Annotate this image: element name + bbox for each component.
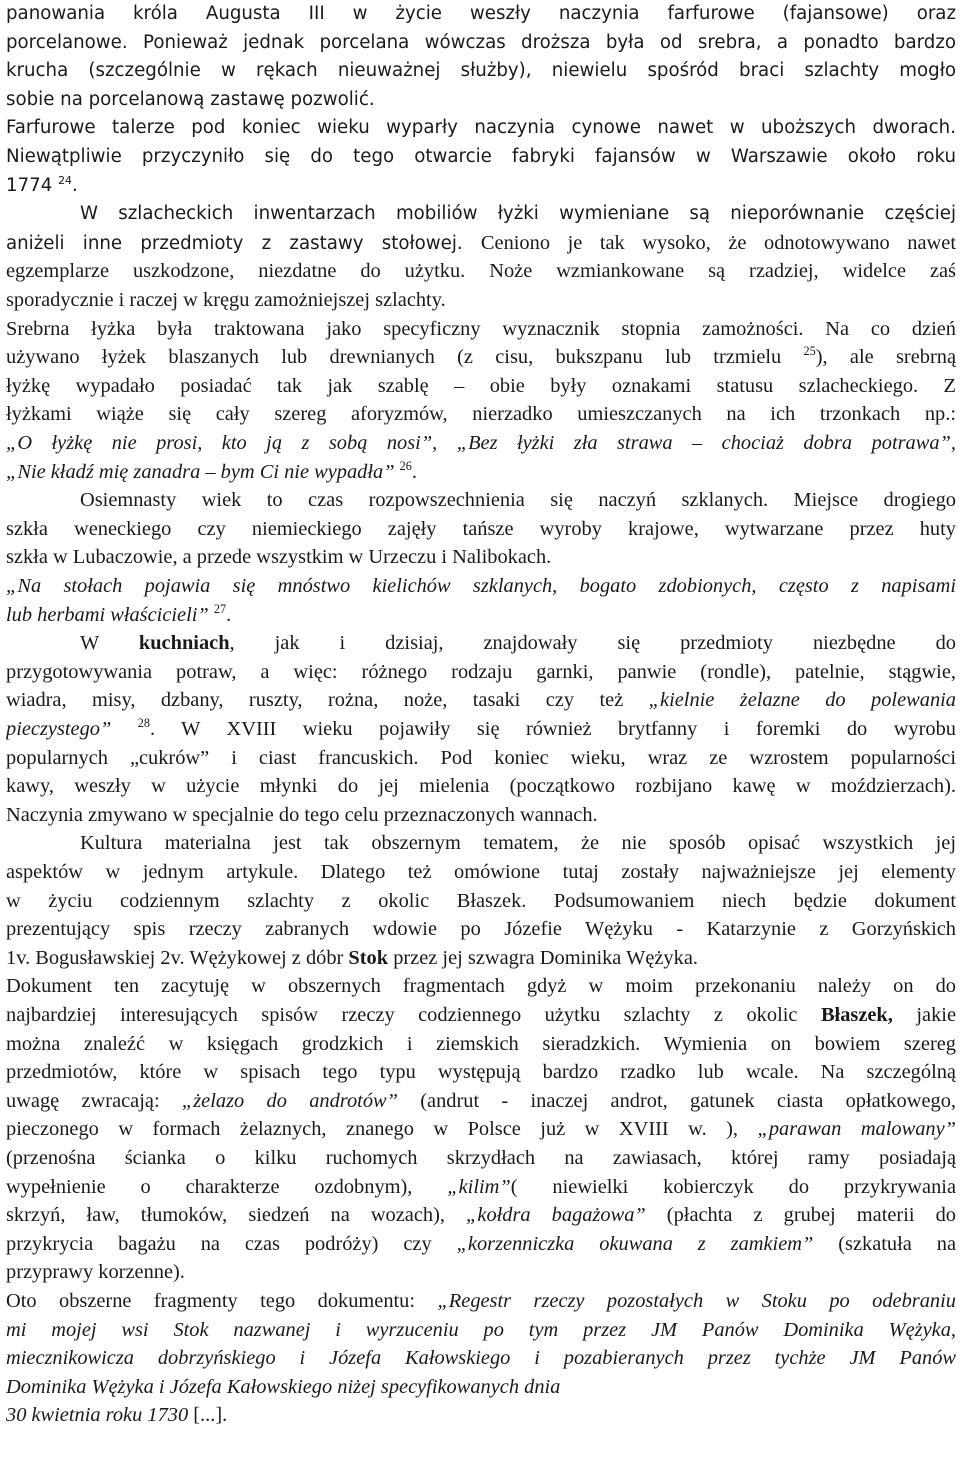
- text-run: sobie na porcelanową zastawę pozwolić.: [6, 88, 375, 110]
- text-run: egzemplarze uszkodzone, niezdatne do użytku. Noże wzmiankowane są rzadziej, widelce zaś: [6, 260, 956, 283]
- text-run: [...].: [188, 1404, 228, 1427]
- text-line: [6, 515, 956, 543]
- text-run: (płachta z grubej materii do: [645, 1204, 956, 1227]
- text-run: wiadra, misy, dzbany, ruszty, rożna, noże, tasaki czy też: [6, 689, 649, 712]
- text-line: [6, 229, 956, 258]
- text-line: [6, 658, 956, 686]
- text-line: [6, 86, 956, 114]
- text-run: Osiemnasty wiek to czas rozpowszechnienia się naczyń szklanych. Miejsce drogiego: [80, 489, 956, 512]
- text-run: „korzenniczka okuwana z zamkiem”: [456, 1232, 814, 1255]
- text-run: 30 kwietnia roku 1730: [6, 1404, 189, 1427]
- text-run: Stok: [348, 946, 389, 969]
- text-line: [6, 944, 956, 972]
- text-run: (przenośna ścianka o kilku ruchomych skrzydłach na zawiasach, której ramy posiadają: [6, 1147, 956, 1169]
- text-run: kuchniach: [138, 632, 230, 655]
- text-run: łyżkami wiąże się cały szereg aforyzmów, nierzadko umieszczanych na ich trzonkach np.:: [6, 403, 956, 426]
- text-line: [6, 972, 956, 1000]
- text-run: Oto obszerne fragmenty tego dokumentu:: [6, 1290, 438, 1312]
- text-line: [6, 686, 956, 714]
- text-run: .: [411, 460, 417, 483]
- text-line: [6, 29, 956, 57]
- text-line: [6, 286, 956, 314]
- text-run: miecznikowicza dobrzyńskiego i Józefa Kałowskiego i pozabieranych przez tychże JM Panów: [6, 1347, 956, 1370]
- text-run: Kultura materialna jest tak obszernym tematem, że nie sposób opisać wszystkich jej: [80, 832, 956, 855]
- text-line: [6, 1258, 956, 1286]
- text-line: [6, 1087, 956, 1115]
- text-run: lub herbami właścicieli”: [6, 603, 214, 626]
- text-line: [6, 400, 956, 428]
- text-run: panowania króla Augusta III w życie weszły naczynia farfurowe (fajansowe) oraz: [6, 3, 956, 24]
- text-run: skrzyń, ław, tłumoków, siedzeń na wozach),: [6, 1204, 467, 1227]
- text-line: [6, 257, 956, 285]
- text-line: [6, 1344, 956, 1372]
- text-run: najbardziej interesujących spisów rzeczy codziennego użytku szlachty z okolic: [6, 1004, 821, 1026]
- text-run: uwagę zwracają:: [6, 1089, 182, 1112]
- text-line: [6, 1316, 956, 1344]
- text-run: Farfurowe talerze pod koniec wieku wyparły naczynia cynowe nawet w uboższych dworach.: [6, 117, 956, 139]
- text-run: „O łyżkę nie prosi, kto ją z sobą nosi”, „Bez łyżki zła strawa – chociaż dobra potrawa”,: [6, 432, 956, 454]
- text-run: łyżkę wypadało posiadać tak jak szablę – obie były oznakami statusu szlacheckiego. Z: [6, 374, 956, 397]
- text-run: Niewątpliwie przyczyniło się do tego otwarcie fabryki fajansów w Warszawie około roku: [6, 146, 956, 167]
- text-line: [6, 772, 956, 800]
- text-line: [6, 715, 956, 743]
- text-run: „kołdra bagażowa”: [466, 1204, 646, 1227]
- footnote-ref: 24: [58, 173, 72, 187]
- text-run: szkła weneckiego czy niemieckiego zajęły tańsze wyroby krajowe, wytwarzane przez huty: [6, 517, 956, 540]
- text-run: pieczystego”: [6, 718, 138, 740]
- text-line: [6, 343, 956, 371]
- text-run: 1774: [6, 174, 59, 196]
- text-run: używano łyżek blaszanych lub drewnianych (z cisu, bukszpanu lub trzmielu: [6, 346, 804, 369]
- text-line: [6, 0, 956, 28]
- text-line: [6, 57, 956, 85]
- text-run: przez jej szwagra Dominika Wężyka.: [388, 946, 698, 969]
- text-line: [6, 1201, 956, 1229]
- text-line: [6, 1230, 956, 1258]
- text-run: .: [71, 174, 78, 196]
- text-run: Dominika Wężyka i Józefa Kałowskiego niżej specyfikowanych dnia: [6, 1375, 561, 1398]
- text-run: ), ale srebrną: [815, 346, 956, 369]
- text-run: „parawan malowany”: [757, 1118, 956, 1141]
- text-line: [6, 1115, 956, 1143]
- text-run: ( niewielki kobierczyk do przykrywania: [510, 1175, 956, 1198]
- text-run: Naczynia zmywano w specjalnie do tego celu przeznaczonych wannach.: [6, 803, 598, 826]
- text-run: w życiu codziennym szlachty z okolic Błaszek. Podsumowaniem niech będzie dokument: [6, 889, 956, 912]
- text-run: wypełnienie o charakterze ozdobnym),: [6, 1175, 448, 1198]
- text-run: W szlacheckich inwentarzach mobiliów łyżki wymieniane są nieporównanie częściej: [80, 203, 956, 225]
- text-line: [6, 601, 956, 629]
- text-run: można znaleźć w księgach grodzkich i ziemskich sieradzkich. Wymienia on bowiem szereg: [6, 1032, 956, 1055]
- text-line: [6, 1058, 956, 1086]
- text-line: [80, 200, 956, 228]
- text-run: popularnych „cukrów” i ciast francuskich. Pod koniec wieku, wraz ze wzrostem popularności: [6, 746, 956, 769]
- text-run: Srebrna łyżka była traktowana jako specyficzny wyznacznik stopnia zamożności. Na co dzień: [6, 317, 956, 340]
- text-line: [6, 372, 956, 400]
- text-line: [6, 543, 956, 571]
- text-line: [6, 458, 956, 486]
- text-run: Ceniono je tak wysoko, że odnotowywano nawet: [480, 231, 956, 254]
- text-run: przedmiotów, które w spisach tego typu występują bardzo rzadko lub wcale. Na szczególną: [6, 1061, 956, 1084]
- text-run: „Regestr rzeczy pozostałych w Stoku po odebraniu: [437, 1290, 956, 1312]
- text-run: „kielnie żelazne do polewania: [648, 689, 956, 712]
- footnote-ref: 28: [137, 716, 151, 731]
- text-run: „Nie kładź mię zanadra – bym Ci nie wypadła”: [6, 460, 400, 483]
- text-line: [6, 429, 956, 457]
- text-line: [80, 829, 956, 857]
- text-line: [6, 315, 956, 343]
- text-run: W: [80, 632, 139, 655]
- text-run: 1v. Bogusławskiej 2v. Wężykowej z dóbr: [6, 946, 349, 969]
- text-line: [6, 572, 956, 600]
- text-run: Dokument ten zacytuję w obszernych fragmentach gdyż w moim przekonaniu należy on do: [6, 975, 956, 998]
- text-run: „kilim”: [447, 1175, 511, 1198]
- text-line: [6, 858, 956, 886]
- text-line: [6, 1373, 956, 1401]
- text-line: [6, 1401, 956, 1429]
- text-line: [6, 1030, 956, 1058]
- text-line: [6, 915, 956, 943]
- text-line: [6, 887, 956, 915]
- text-run: porcelanowe. Ponieważ jednak porcelana wówczas droższa była od srebra, a ponadto bardzo: [6, 31, 956, 53]
- text-run: (szkatuła na: [813, 1232, 956, 1255]
- text-run: sporadycznie i raczej w kręgu zamożniejszej szlachty.: [6, 289, 446, 311]
- text-run: szkła w Lubaczowie, a przede wszystkim w Urzeczu i Nalibokach.: [6, 546, 552, 569]
- text-run: , jak i dzisiaj, znajdowały się przedmioty niezbędne do: [229, 632, 956, 655]
- text-line: [80, 486, 956, 514]
- text-run: przykrycia bagażu na czas podróży) czy: [6, 1232, 457, 1255]
- text-run: . W XVIII wieku pojawiły się również brytfanny i foremki do wyrobu: [150, 718, 956, 740]
- text-run: aniżeli inne przedmioty z zastawy stołowej.: [6, 232, 481, 254]
- text-run: przygotowywania potraw, a więc: różnego rodzaju garnki, panwie (rondle), patelnie, stągwie,: [6, 660, 956, 683]
- text-run: „Na stołach pojawia się mnóstwo kielichów szklanych, bogato zdobionych, często z napisami: [6, 575, 956, 597]
- footnote-ref: 26: [399, 458, 412, 473]
- footnote-ref: 25: [803, 344, 816, 359]
- text-line: [6, 172, 956, 200]
- text-line: [6, 1144, 956, 1172]
- text-run: .: [226, 603, 232, 626]
- text-line: [80, 629, 956, 657]
- text-run: jakie: [892, 1004, 956, 1026]
- text-line: [6, 1001, 956, 1029]
- text-run: przyprawy korzenne).: [6, 1261, 185, 1284]
- text-line: [6, 1287, 956, 1315]
- text-run: Błaszek,: [820, 1004, 893, 1026]
- text-run: krucha (szczególnie w rękach nieuważnej służby), niewielu spośród braci szlachty mogło: [6, 60, 956, 82]
- text-run: pieczonego w formach żelaznych, znanego w Polsce już w XVIII w. ),: [6, 1118, 758, 1141]
- text-line: [6, 114, 956, 142]
- text-line: [6, 744, 956, 772]
- text-line: [6, 143, 956, 171]
- text-run: „żelazo do androtów”: [181, 1089, 398, 1112]
- text-run: kawy, weszły w użycie młynki do jej mielenia (początkowo rozbijano kawę w moździerzach).: [6, 775, 956, 798]
- text-line: [6, 1173, 956, 1201]
- text-run: (andrut - inaczej androt, gatunek ciasta opłatkowego,: [397, 1089, 956, 1112]
- text-run: aspektów w jednym artykule. Dlatego też omówione tutaj zostały najważniejsze jej elementy: [6, 861, 956, 883]
- text-run: prezentujący spis rzeczy zabranych wdowie po Józefie Wężyku - Katarzynie z Gorzyńskich: [6, 918, 956, 941]
- text-line: [6, 801, 956, 829]
- footnote-ref: 27: [213, 601, 227, 616]
- text-run: mi mojej wsi Stok nazwanej i wyrzuceniu po tym przez JM Panów Dominika Wężyka,: [6, 1318, 956, 1341]
